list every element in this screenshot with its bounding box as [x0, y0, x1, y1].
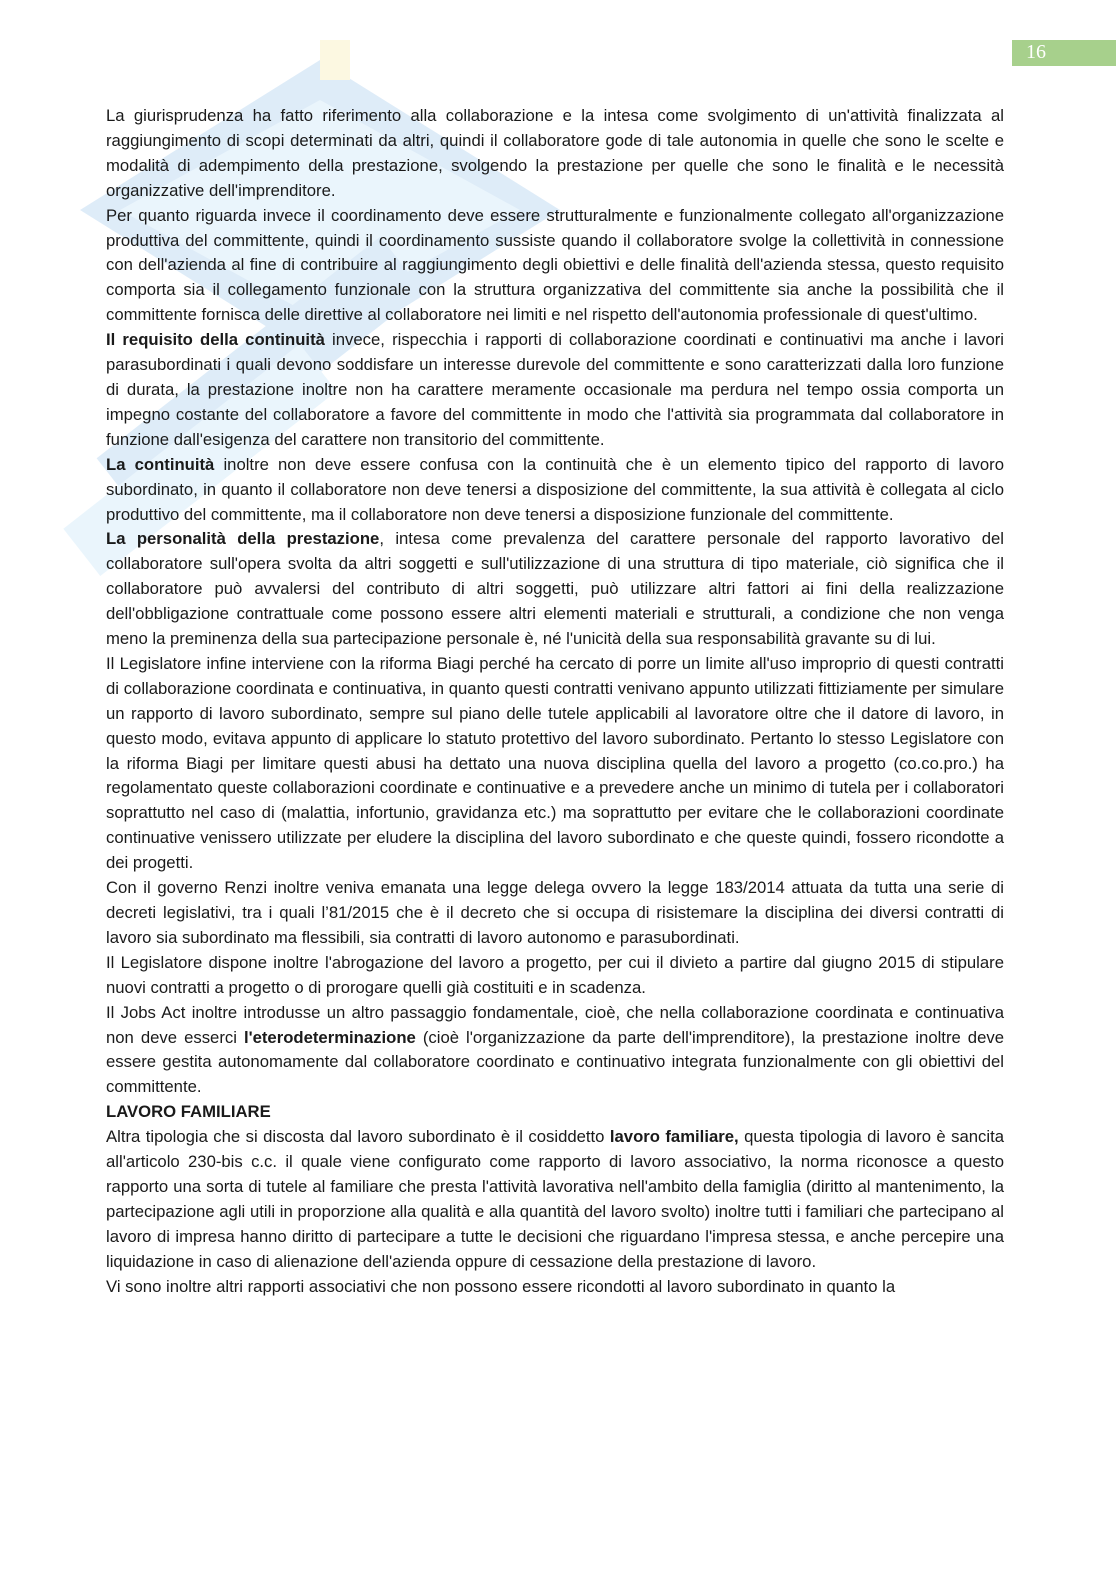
paragraph: Il Legislatore dispone inoltre l'abrogazione del lavoro a progetto, per cui il divieto a partire dal giugno 2015 di stipulare nuovi contratti a progetto o di prorogare quelli già costituiti e in scadenza. — [106, 952, 1004, 997]
paragraph: La personalità della prestazione, intesa come prevalenza del carattere personale del rapporto lavorativo del collaboratore sull'opera svolta da altri soggetti e sull'utilizzazione di una struttura di tipo materiale, ciò significa che il collaboratore può avvalersi del contributo di altri soggetti, può utilizzare altri fattori ai fini della realizzazione dell'obbligazione contrattuale come possono essere altri elementi materiali e strutturali, a condizione che non venga meno la preminenza della sua partecipazione personale è, né l'unicità della sua responsabilità gravante su di lui. — [106, 529, 1004, 649]
paragraph: La giurisprudenza ha fatto riferimento alla collaborazione e la intesa come svolgimento di un'attività finalizzata al raggiungimento di scopi determinati da altri, quindi il collaboratore gode di tale autonomia in quelle che sono le scelte e modalità di adempimento della prestazione, svolgendo la prestazione per quelle che sono le finalità e le necessità organizzative dell'imprenditore. — [106, 106, 1004, 200]
page-number: 16 — [1026, 41, 1046, 63]
document-body — [106, 104, 1004, 1300]
paragraph: Altra tipologia che si discosta dal lavoro subordinato è il cosiddetto lavoro familiare, questa tipologia di lavoro è sancita all'articolo 230-bis c.c. il quale viene configurato come rapporto di lavoro associativo, la norma riconosce a questo rapporto una sorta di tutele al familiare che presta l'attività lavorativa nell'ambito della famiglia (diritto al mantenimento, la partecipazione agli utili in proporzione alla qualità e alla quantità del lavoro svolto) inoltre tutti i familiari che partecipano al lavoro di impresa hanno diritto di partecipare a tutte le decisioni che riguardano l'impresa stessa, e anche percepire una liquidazione in caso di alienazione dell'azienda oppure di cessazione della prestazione di lavoro. — [106, 1127, 1004, 1271]
paragraph: Vi sono inoltre altri rapporti associativi che non possono essere ricondotti al lavoro subordinato in quanto la — [106, 1276, 896, 1296]
paragraph: La continuità inoltre non deve essere confusa con la continuità che è un elemento tipico del rapporto di lavoro subordinato, in quanto il collaboratore non deve tenersi a disposizione del committente, la sua attività è collegata al ciclo produttivo del committente, ma il collaboratore non deve tenersi a disposizione funzionale del committente. — [106, 454, 1004, 524]
bold-term: La continuità — [106, 454, 215, 474]
paragraph: Il Jobs Act inoltre introdusse un altro passaggio fondamentale, cioè, che nella collaborazione coordinata e continuativa non deve esserci l'eterodeterminazione (cioè l'organizzazione da parte dell'imprenditore), la prestazione inoltre deve essere gestita autonomamente dal collaboratore coordinato e continuativo integrata funzionalmente con gli obiettivi del committente. — [106, 1002, 1004, 1097]
bold-term: lavoro familiare, — [609, 1127, 739, 1147]
section-title: LAVORO FAMILIARE — [106, 1102, 271, 1122]
paragraph: Per quanto riguarda invece il coordinamento deve essere strutturalmente e funzionalmente collegato all'organizzazione produttiva del committente, quindi il coordinamento sussiste quando il collaboratore svolge la collettività in connessione con dell'azienda al fine di contribuire al raggiungimento degli obiettivi e delle finalità dell'azienda stessa, questo requisito comporta sia il collegamento funzionale con la struttura organizzativa del committente sia anche la possibilità che il committente fornisca delle direttive al collaboratore nei limiti e nel rispetto dell'autonomia professionale di quest'ultimo. — [106, 205, 1004, 325]
paragraph: Il Legislatore infine interviene con la riforma Biagi perché ha cercato di porre un limite all'uso improprio di questi contratti di collaborazione coordinata e continuativa, in quanto questi contratti venivano appunto utilizzati fittiziamente per simulare un rapporto di lavoro subordinato, sempre sul piano delle tutele applicabili al lavoratore oltre che il datore di lavoro, in questo modo, evitava appunto di applicare lo statuto protettivo del lavoro subordinato. Pertanto lo stesso Legislatore con la riforma Biagi per limitare questi abusi ha dettato una nuova disciplina quella del lavoro a progetto (co.co.pro.) ha regolamentato queste collaborazioni coordinate e continuative e a prevedere anche un minimo di tutela per i collaboratori soprattutto nel caso di (malattia, infortunio, gravidanza etc.) ma soprattutto per evitare che le collaborazioni coordinate continuative venissero utilizzate per eludere la disciplina del lavoro subordinato e che queste quindi, fossero ricondotte a dei progetti. — [106, 653, 1004, 873]
paragraph: Con il governo Renzi inoltre veniva emanata una legge delega ovvero la legge 183/2014 attuata da tutta una serie di decreti legislativi, tra i quali l’81/2015 che è il decreto che si occupa di risistemare la disciplina dei diversi contratti di lavoro sia subordinato ma flessibili, sia contratti di lavoro autonomo e parasubordinati. — [106, 878, 1004, 947]
bold-term: La personalità della prestazione — [106, 529, 380, 549]
paragraph: Il requisito della continuità invece, rispecchia i rapporti di collaborazione coordinati e continuativi ma anche i lavori parasubordinati i quali devono soddisfare un interesse durevole del committente e sono caratterizzati dalla loro funzione di durata, la prestazione inoltre non ha carattere meramente occasionale ma perdura nel tempo ossia comporta un impegno costante del collaboratore a favore del committente in modo che l'attività sia programmata dal collaboratore in funzione dall'esigenza del carattere non transitorio del committente. — [106, 330, 1004, 449]
bold-term: Il requisito della continuità — [106, 330, 325, 350]
bold-term: l'eterodeterminazione — [243, 1027, 416, 1047]
page-number-badge — [1012, 40, 1116, 66]
